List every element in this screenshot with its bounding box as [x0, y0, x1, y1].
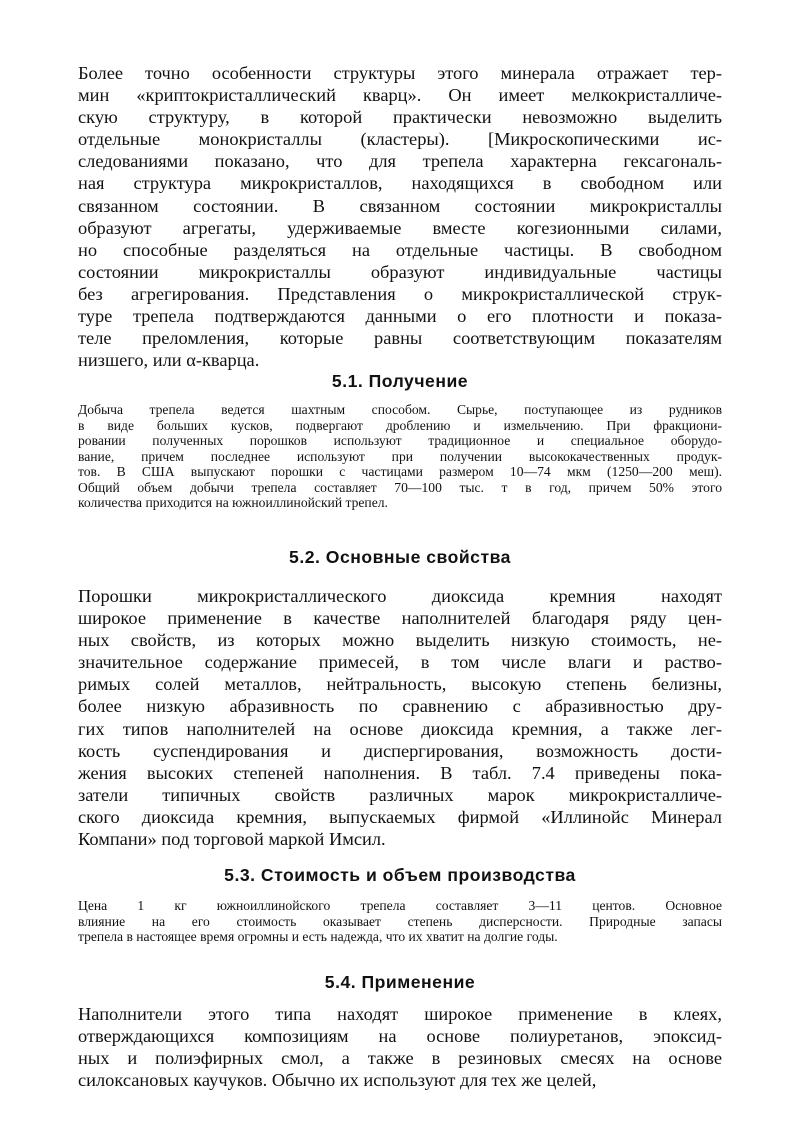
text-line: силоксановых каучуков. Обычно их используют для тех же целей, [78, 1070, 597, 1091]
text-line: жения высоких степеней наполнения. В табл. 7.4 приведены пока- [78, 762, 722, 783]
text-line: Компани» под торговой маркой Имсил. [78, 829, 386, 850]
text-line: ровании полученных порошков используют традиционное и специальное оборудо- [78, 433, 722, 448]
text-line: скую структуру, в которой практически невозможно выделить [78, 107, 722, 128]
text-line: отверждающихся композициям на основе полиуретанов, эпоксид- [78, 1026, 722, 1047]
text-line: ных и полиэфирных смол, а также в резиновых смесях на основе [78, 1048, 722, 1069]
text-line: Цена 1 кг южноиллинойского трепела составляет 3—11 центов. Основное [78, 898, 722, 913]
text-line: более низкую абразивность по сравнению с абразивностью дру- [78, 696, 722, 717]
heading-main-properties: 5.2. Основные свойства [289, 547, 511, 567]
text-line: ных свойств, из которых можно выделить низкую стоимость, не- [78, 630, 722, 651]
text-line: затели типичных свойств различных марок микрокристалличе- [78, 784, 722, 805]
paragraph-properties [78, 585, 722, 850]
text-line: теле преломления, которые равны соответствующим показателям [78, 328, 722, 349]
text-line: без агрегирования. Представления о микрокристаллической струк- [78, 283, 722, 304]
text-line: ского диоксида кремния, выпускаемых фирмой «Иллинойс Минерал [78, 806, 722, 827]
text-line: Более точно особенности структуры этого минерала отражает тер- [78, 63, 722, 83]
heading-application: 5.4. Применение [324, 972, 476, 992]
text-line: влияние на его стоимость оказывает степень дисперсности. Природные запасы [78, 913, 722, 929]
text-line: количества приходится на южноиллинойский трепел. [78, 495, 388, 510]
paragraph-cost [78, 898, 722, 945]
text-line: мин «криптокристаллический кварц». Он имеет мелкокристалличе- [78, 85, 722, 106]
text-line: образуют агрегаты, удерживаемые вместе когезионными силами, [78, 217, 722, 238]
text-line: но способные разделяться на отдельные частицы. В свободном [78, 239, 722, 260]
text-line: Добыча трепела ведется шахтным способом. Сырье, поступающее из рудников [78, 402, 722, 417]
paragraph-application [78, 1003, 722, 1091]
heading-obtaining: 5.1. Получение [331, 371, 469, 391]
text-line: в виде больших кусков, подвергают дроблению и измельчению. При фракциони- [78, 417, 722, 433]
paragraph-structure [78, 62, 722, 371]
text-line: Наполнители этого типа находят широкое применение в клеях, [78, 1004, 722, 1024]
text-line: кость суспендирования и диспергирования, возможность дости- [78, 740, 722, 761]
text-line: тов. В США выпускают порошки с частицами размером 10—74 мкм (1250—200 меш). [78, 464, 722, 479]
text-line: отдельные монокристаллы (кластеры). [Микроскопическими ис- [78, 129, 722, 150]
text-line: значительное содержание примесей, в том числе влаги и раство- [78, 652, 722, 673]
text-line: вание, причем последнее используют при получении высококачественных продук- [78, 448, 722, 464]
text-line: ная структура микрокристаллов, находящихся в свободном или [78, 173, 722, 194]
text-line: широкое применение в качестве наполнителей благодаря ряду цен- [78, 608, 722, 629]
text-line: следованиями показано, что для трепела характерна гексагональ- [78, 151, 722, 172]
text-line: низшего, или α-кварца. [78, 350, 260, 371]
text-line: связанном состоянии. В связанном состоянии микрокристаллы [78, 195, 722, 216]
heading-cost-production: 5.3. Стоимость и объем производства [224, 865, 576, 885]
text-line: Общий объем добычи трепела составляет 70—100 тыс. т в год, причем 50% этого [78, 479, 722, 495]
text-line: состоянии микрокристаллы образуют индивидуальные частицы [78, 261, 722, 282]
paragraph-mining [78, 402, 722, 511]
text-line: гих типов наполнителей на основе диоксида кремния, а также лег- [78, 718, 722, 739]
text-line: римых солей металлов, нейтральность, высокую степень белизны, [78, 674, 722, 695]
text-line: трепела в настоящее время огромны и есть надежда, что их хватит на долгие годы. [78, 929, 558, 944]
text-line: Порошки микрокристаллического диоксида кремния находят [78, 586, 722, 606]
text-line: туре трепела подтверждаются данными о его плотности и показа- [78, 306, 722, 327]
